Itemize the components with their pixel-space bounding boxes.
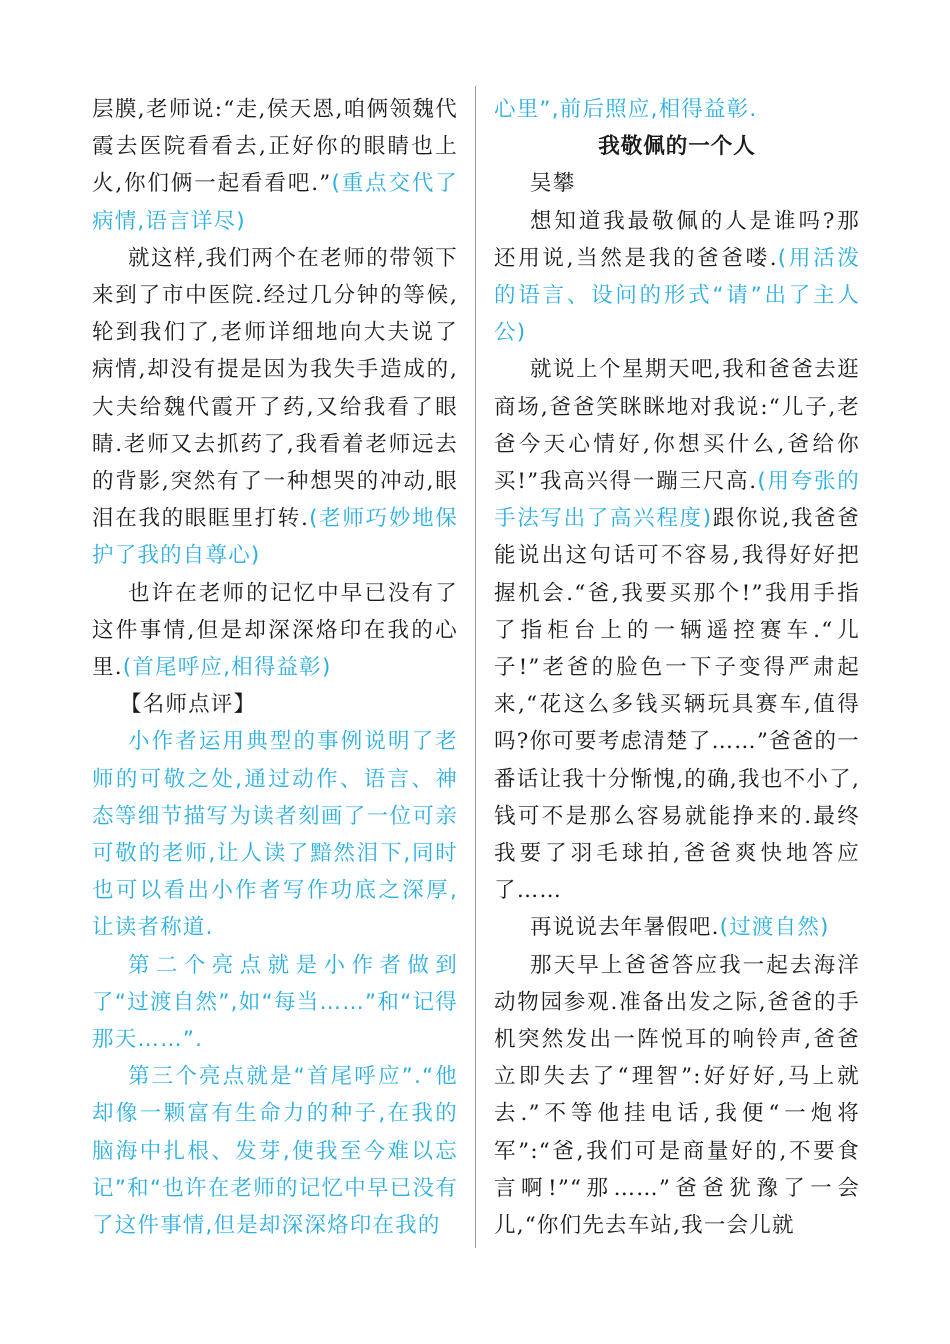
paragraph-shopping [494, 351, 860, 909]
annotation-note: (首尾呼应,相得益彰) [122, 655, 332, 681]
essay-author: 吴攀 [530, 171, 576, 197]
paragraph-hospital [92, 240, 458, 575]
body-text: 就这样,我们两个在老师的带领下来到了市中医院.经过几分钟的等候,轮到我们了,老师详细地向大夫说了病情,却没有提是因为我失手造成的,大夫给魏代霞开了药,又给我看了眼睛.老师又去抓药了,我看着老师远去的背影,突然有了一种想哭的冲动,眼泪在我的眼眶里打转. [92, 245, 458, 532]
paragraph-aquarium [494, 947, 860, 1245]
body-text: 跟你说,我爸爸能说出这句话可不容易,我得好好把握机会.“爸,我要买那个!”我用手指了指柜台上的一辆遥控赛车.“儿子!”老爸的脸色一下子变得严肃起来,“花这么多钱买辆玩具赛车,值得吗?你可要考虑清楚了……”爸爸的一番话让我十分惭愧,的确,我也不小了,钱可不是那么容易就能挣来的.最终我要了羽毛球拍,爸爸爽快地答应了…… [494, 506, 860, 904]
paragraph-transition [494, 909, 860, 946]
body-text: 再说说去年暑假吧. [530, 915, 720, 941]
body-text: 那天早上爸爸答应我一起去海洋动物园参观.准备出发之际,爸爸的手机突然发出一阵悦耳的响铃声,爸爸立即失去了“理智”:好好好,马上就去.”不等他挂电话,我便“一炮将军”:“爸,我们可是商量好的,不要食言啊!”“那……”爸爸犹豫了一会儿,“你们先去车站,我一会儿就 [494, 952, 860, 1239]
paragraph-memory [92, 575, 458, 687]
essay-title: 我敬佩的一个人 [598, 134, 756, 160]
left-column [92, 91, 458, 1244]
annotation-note: (用活泼的语言、设问的形式“请”出了主人公) [494, 245, 860, 346]
column-divider [475, 86, 476, 1248]
review-continuation: 心里”,前后照应,相得益彰. [494, 97, 758, 122]
review-paragraph: 第二个亮点就是小作者做到了“过渡自然”,如“每当……”和“记得那天……”. [92, 952, 458, 1053]
review-paragraph: 小作者运用典型的事例说明了老师的可敬之处,通过动作、语言、神态等细节描写为读者刻画了一位可亲可敬的老师,让人读了黯然泪下,同时也可以看出小作者写作功底之深厚,让读者称道. [92, 729, 458, 941]
paragraph-dialogue [92, 91, 458, 240]
annotation-note: (老师巧妙地保护了我的自尊心) [92, 506, 458, 569]
body-text: 想知道我最敬佩的人是谁吗?那还用说,当然是我的爸爸喽. [494, 208, 860, 271]
annotation-note: (重点交代了病情,语言详尽) [92, 171, 459, 234]
annotation-note: (用夸张的手法写出了高兴程度) [494, 469, 860, 532]
right-column [494, 91, 860, 1244]
annotation-note: (过渡自然) [719, 915, 830, 941]
paragraph-intro [494, 203, 860, 352]
body-text: 也许在老师的记忆中早已没有了这件事情,但是却深深烙印在我的心里. [92, 580, 458, 681]
review-heading: 【名师点评】 [120, 692, 257, 718]
review-paragraph: 第三个亮点就是“首尾呼应”.“他却像一颗富有生命力的种子,在我的脑海中扎根、发芽,使我至今难以忘记”和“也许在老师的记忆中早已没有了这件事情,但是却深深烙印在我的 [92, 1064, 458, 1239]
body-text: 层膜,老师说:“走,侯天恩,咱俩领魏代霞去医院看看去,正好你的眼睛也上火,你们俩一起看看吧.” [92, 97, 458, 197]
body-text: 就说上个星期天吧,我和爸爸去逛商场,爸爸笑眯眯地对我说:“儿子,老爸今天心情好,你想买什么,爸给你买!”我高兴得一蹦三尺高. [494, 357, 860, 495]
